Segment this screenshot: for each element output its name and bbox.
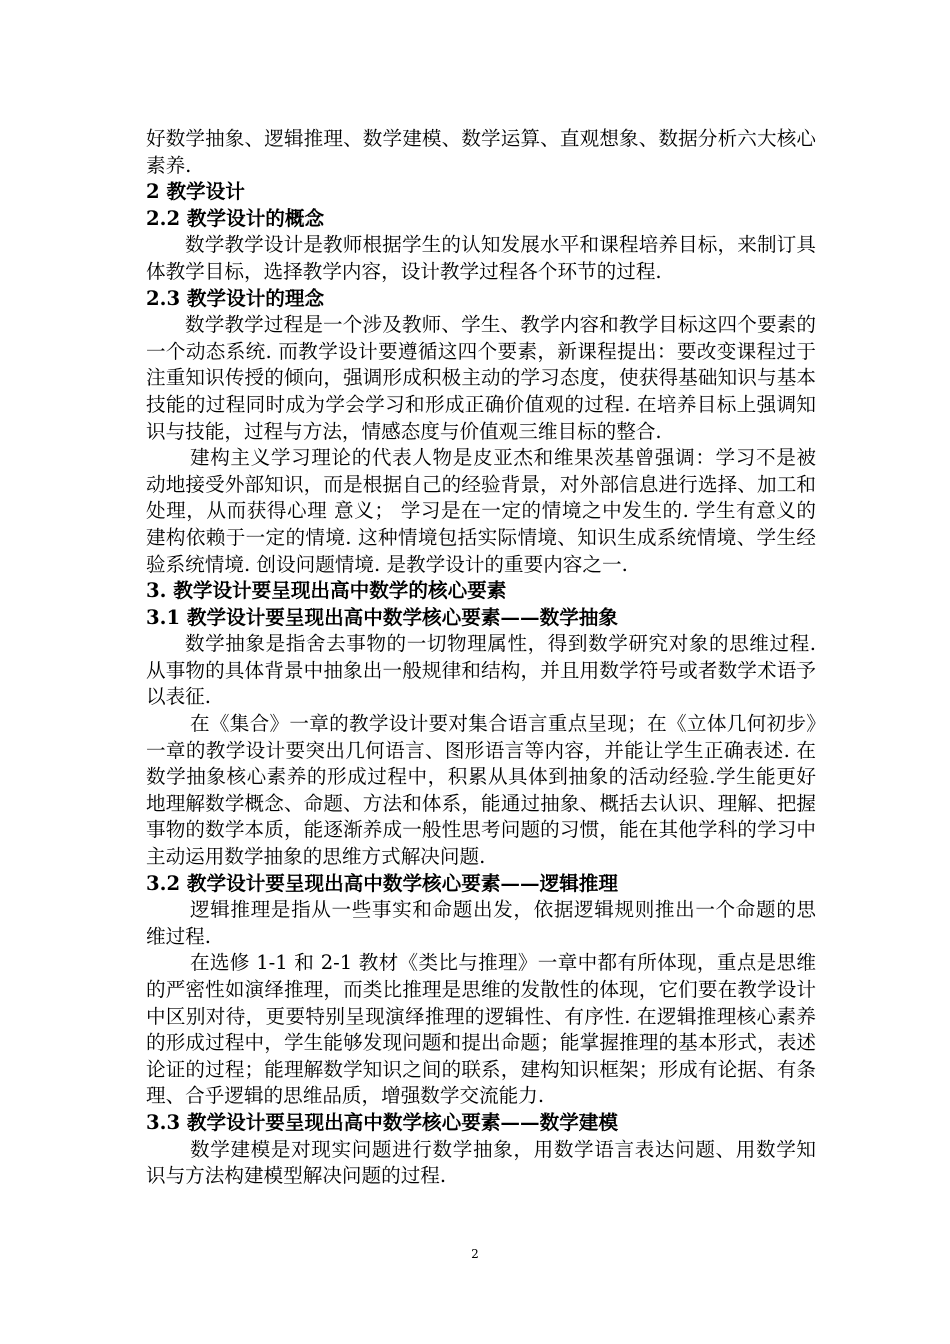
paragraph: 数学抽象是指舍去事物的一切物理属性，得到数学研究对象的思维过程. 从事物的具体背景中抽象出一般规律和结构，并且用数学符号或者数学术语予以表征. <box>146 632 816 709</box>
section-heading: 3.3 教学设计要呈现出高中数学核心要素——数学建模 <box>146 1110 618 1134</box>
section-heading: 3. 教学设计要呈现出高中数学的核心要素 <box>146 579 507 603</box>
section-heading: 2.2 教学设计的概念 <box>146 206 325 230</box>
paragraph: 数学建模是对现实问题进行数学抽象，用数学语言表达问题、用数学知识与方法构建模型解决问题的过程. <box>146 1137 816 1188</box>
section-heading: 2.3 教学设计的理念 <box>146 286 325 310</box>
section-heading: 2 教学设计 <box>146 180 245 204</box>
paragraph: 在《集合》一章的教学设计要对集合语言重点呈现；在《立体几何初步》一章的教学设计要突出几何语言、图形语言等内容，并能让学生正确表述. 在数学抽象核心素养的形成过程中，积累从具体到抽象的活动经验.学生能更好地理解数学概念、命题、方法和体系，能通过抽象、概括去认识、理解、把握事物的数学本质，能逐渐养成一般性思考问题的习惯，能在其他学科的学习中主动运用数学抽象的思维方式解决问题. <box>146 712 816 869</box>
paragraph: 好数学抽象、逻辑推理、数学建模、数学运算、直观想象、数据分析六大核心素养. <box>146 127 816 177</box>
section-heading: 3.1 教学设计要呈现出高中数学核心要素——数学抽象 <box>146 605 618 629</box>
page-number: 2 <box>471 1247 479 1261</box>
section-heading: 3.2 教学设计要呈现出高中数学核心要素——逻辑推理 <box>146 871 618 895</box>
paragraph: 建构主义学习理论的代表人物是皮亚杰和维果茨基曾强调：学习不是被动地接受外部知识，而是根据自己的经验背景，对外部信息进行选择、加工和处理，从而获得心理 意义； 学习是在一定的情境之中发生的. 学生有意义的建构依赖于一定的情境. 这种情境包括实际情境、知识生成系统情境、学生经验系统情境. 创设问题情境. 是教学设计的重要内容之一. <box>146 446 816 576</box>
paragraph: 数学教学设计是教师根据学生的认知发展水平和课程培养目标，来制订具体教学目标，选择教学内容，设计教学过程各个环节的过程. <box>146 233 816 283</box>
paragraph: 数学教学过程是一个涉及教师、学生、教学内容和教学目标这四个要素的一个动态系统. 而教学设计要遵循这四个要素，新课程提出：要改变课程过于注重知识传授的倾向，强调形成积极主动的学习态度，使获得基础知识与基本技能的过程同时成为学会学习和形成正确价值观的过程. 在培养目标上强调知识与技能，过程与方法，情感态度与价值观三维目标的整合. <box>146 313 816 443</box>
paragraph: 逻辑推理是指从一些事实和命题出发，依据逻辑规则推出一个命题的思维过程. <box>146 898 816 948</box>
document-body <box>146 126 816 1190</box>
paragraph: 在选修 1-1 和 2-1 教材《类比与推理》一章中都有所体现，重点是思维的严密性如演绎推理，而类比推理是思维的发散性的体现，它们要在教学设计中区别对待，更要特别呈现演绎推理的逻辑性、有序性. 在逻辑推理核心素养的形成过程中，学生能够发现问题和提出命题；能掌握推理的基本形式，表述论证的过程；能理解数学知识之间的联系，建构知识框架；形成有论据、有条理、合乎逻辑的思维品质，增强数学交流能力. <box>146 951 816 1108</box>
